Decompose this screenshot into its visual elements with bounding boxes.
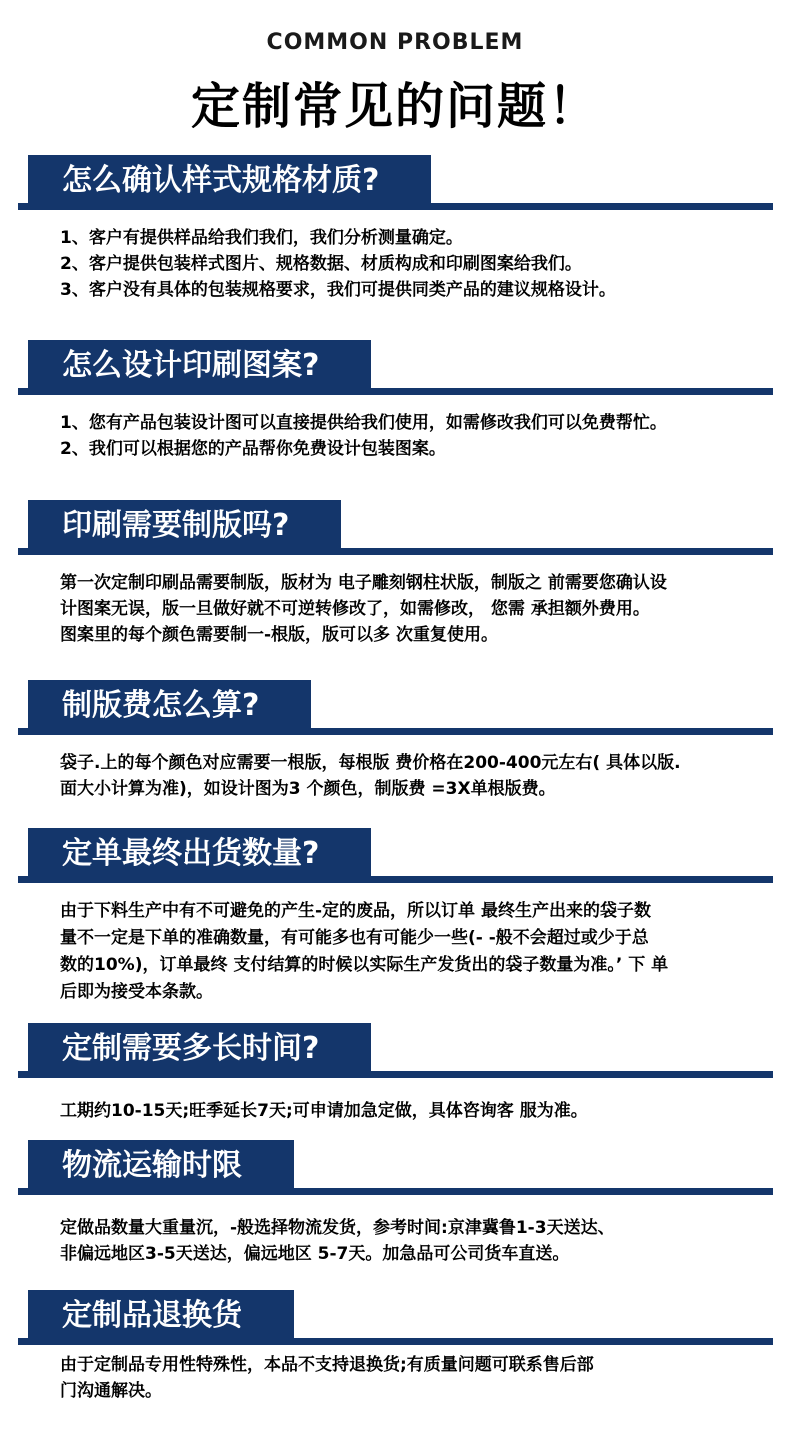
- section-title: 定单最终出货数量?: [62, 836, 320, 871]
- section-underline: [18, 1188, 773, 1195]
- section-header-banner: [28, 1023, 371, 1075]
- body-line: 第一次定制印刷品需要制版，版材为 电子雕刻钢柱状版，制版之 前需要您确认设: [60, 573, 667, 593]
- page-subtitle: COMMON PROBLEM: [266, 30, 524, 55]
- section-underline: [18, 548, 773, 555]
- section-title: 物流运输时限: [62, 1148, 242, 1183]
- body-line: 定做品数量大重量沉，-般选择物流发货，参考时间:京津冀鲁1-3天送达、: [60, 1218, 615, 1238]
- section-body: [60, 1352, 770, 1404]
- section-body: [60, 1098, 770, 1124]
- section-body: [60, 410, 770, 462]
- body-line: 图案里的每个颜色需要制一-根版，版可以多 次重复使用。: [60, 625, 498, 645]
- section-title: 怎么确认样式规格材质?: [62, 163, 380, 198]
- section-body: [60, 225, 770, 303]
- section-body: [60, 1215, 770, 1267]
- section-header-banner: [28, 680, 311, 732]
- body-line: 3、客户没有具体的包装规格要求，我们可提供同类产品的建议规格设计。: [60, 280, 616, 300]
- body-line: 工期约10-15天;旺季延长7天;可申请加急定做，具体咨询客 服为准。: [60, 1101, 588, 1121]
- section-underline: [18, 876, 773, 883]
- section-header-banner: [28, 155, 431, 207]
- page-title: 定制常见的问题！: [190, 78, 599, 135]
- body-line: 2、客户提供包装样式图片、规格数据、材质构成和印刷图案给我们。: [60, 254, 582, 274]
- body-line: 数的10%)，订单最终 支付结算的时候以实际生产发货出的袋子数量为准。’ 下 单: [60, 955, 669, 975]
- section-underline: [18, 203, 773, 210]
- section-body: [60, 898, 770, 1006]
- body-line: 由于定制品专用性特殊性，本品不支持退换货;有质量问题可联系售后部: [60, 1355, 594, 1375]
- body-line: 1、客户有提供样品给我们我们，我们分析测量确定。: [60, 228, 463, 248]
- section-body: [60, 750, 770, 802]
- section-title: 印刷需要制版吗?: [62, 508, 290, 543]
- body-line: 门沟通解决。: [60, 1381, 162, 1401]
- section-header-banner: [28, 1290, 294, 1342]
- section-body: [60, 570, 770, 648]
- body-line: 2、我们可以根据您的产品帮你免费设计包装图案。: [60, 439, 446, 459]
- body-line: 非偏远地区3-5天送达，偏远地区 5-7天。加急品可公司货车直送。: [60, 1244, 570, 1264]
- section-header-banner: [28, 340, 371, 392]
- section-title: 定制需要多长时间?: [62, 1031, 320, 1066]
- body-line: 后即为接受本条款。: [60, 982, 213, 1002]
- body-line: 袋子.上的每个颜色对应需要一根版，每根版 费价格在200-400元左右( 具体以版.: [60, 753, 681, 773]
- section-underline: [18, 1071, 773, 1078]
- section-header-banner: [28, 1140, 294, 1192]
- section-header-banner: [28, 500, 341, 552]
- body-line: 由于下料生产中有不可避免的产生-定的废品，所以订单 最终生产出来的袋子数: [60, 901, 651, 921]
- section-underline: [18, 728, 773, 735]
- body-line: 计图案无误，版一旦做好就不可逆转修改了，如需修改， 您需 承担额外费用。: [60, 599, 650, 619]
- body-line: 量不一定是下单的准确数量，有可能多也有可能少一些(- -般不会超过或少于总: [60, 928, 649, 948]
- section-title: 制版费怎么算?: [62, 688, 260, 723]
- section-underline: [18, 1338, 773, 1345]
- section-title: 定制品退换货: [62, 1298, 242, 1333]
- body-line: 面大小计算为准)，如设计图为3 个颜色，制版费 =3X单根版费。: [60, 779, 556, 799]
- section-title: 怎么设计印刷图案?: [62, 348, 320, 383]
- body-line: 1、您有产品包装设计图可以直接提供给我们使用，如需修改我们可以免费帮忙。: [60, 413, 667, 433]
- section-underline: [18, 388, 773, 395]
- section-header-banner: [28, 828, 371, 880]
